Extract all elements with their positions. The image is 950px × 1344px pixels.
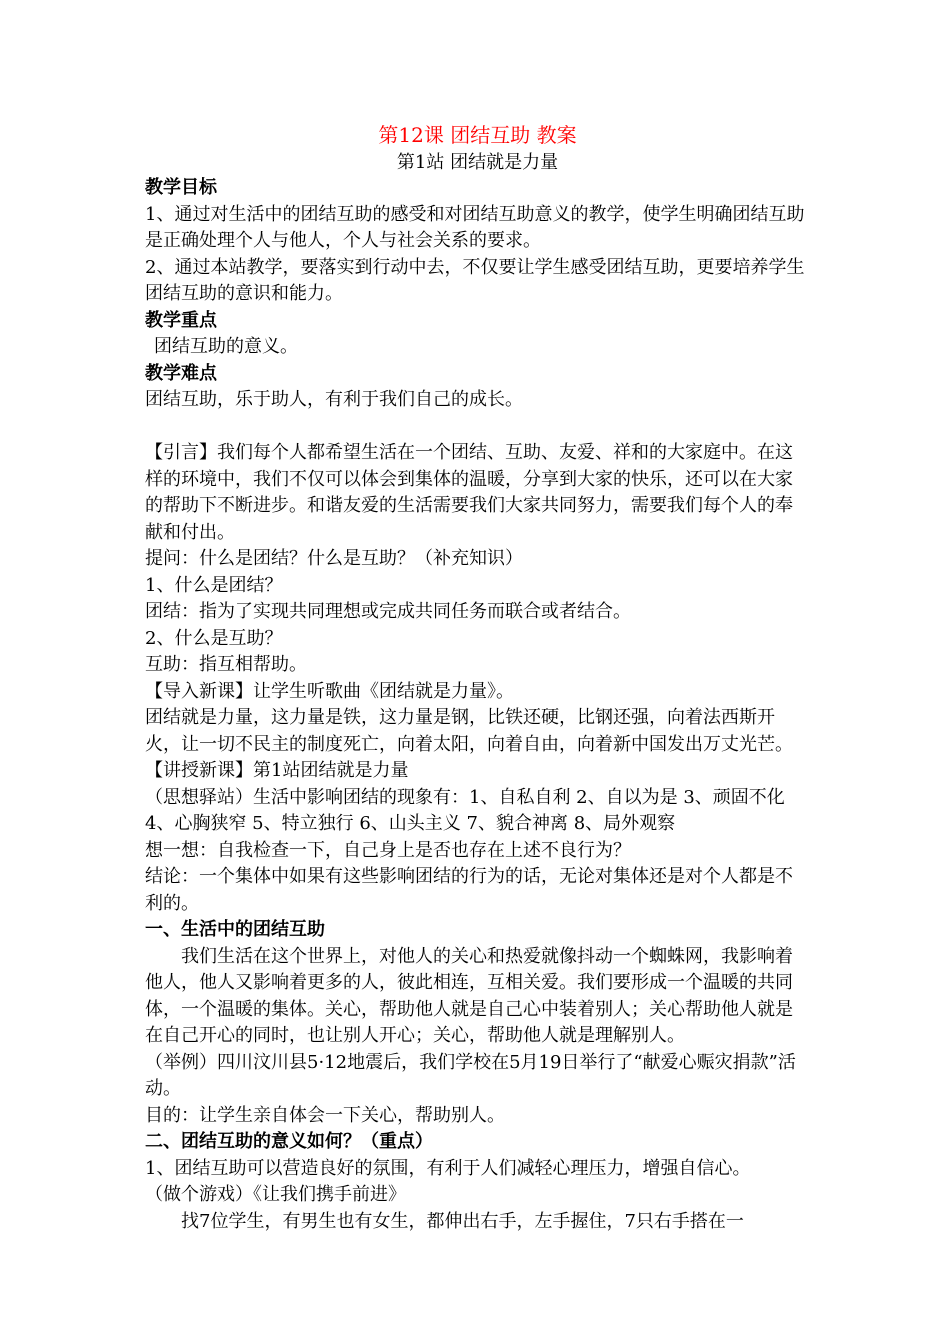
objectives-heading: 教学目标 [145,177,217,198]
reflect-line: 想一想：自我检查一下，自己身上是否也存在上述不良行为？ [145,839,631,861]
game-line: （做个游戏）《让我们携手前进》 [145,1184,406,1205]
objective-1: 1、通过对生活中的团结互助的感受和对团结互助意义的教学，使学生明确团结互助是正确处理个人与他人，个人与社会关系的要求。 [145,203,805,251]
example-line: （举例）四川汶川县5·12地震后，我们学校在5月19日举行了“献爱心赈灾捐款”活动。 [145,1051,796,1099]
document-body [145,175,810,1235]
teaching-line: 【讲授新课】第1站团结就是力量 [145,760,409,781]
song-lyrics: 团结就是力量，这力量是铁，这力量是钢，比铁还硬，比钢还强，向着法西斯开火，让一切不民主的制度死亡，向着太阳，向着自由，向着新中国发出万丈光芒。 [145,707,793,755]
conclusion-line: 结论：一个集体中如果有这些影响团结的行为的话，无论对集体还是对个人都是不利的。 [145,866,793,914]
station-subtitle: 第1站 团结就是力量 [396,152,559,173]
section-1-heading: 一、生活中的团结互助 [145,919,325,940]
section-1-paragraph: 我们生活在这个世界上，对他人的关心和热爱就像抖动一个蜘蛛网，我影响着他人，他人又影响着更多的人，彼此相连，互相关爱。我们要形成一个温暖的共同体，一个温暖的集体。关心，帮助他人就是自己心中装着别人；关心帮助他人就是在自己开心的同时，也让别人开心；关心，帮助他人就是理解别人。 [145,945,793,1046]
thinking-station: （思想驿站）生活中影响团结的现象有：1、自私自利 2、自以为是 3、顽固不化 4、心胸狭窄 5、特立独行 6、山头主义 7、貌合神离 8、局外观察 [145,786,785,834]
objective-2: 2、通过本站教学，要落实到行动中去，不仅要让学生感受团结互助，更要培养学生团结互助的意识和能力。 [145,256,805,304]
game-description: 找7位学生，有男生也有女生，都伸出右手，左手握住，7只右手搭在一 [181,1210,744,1232]
difficulty-text: 团结互助，乐于助人，有利于我们自己的成长。 [145,389,523,410]
answer-2: 互助：指互相帮助。 [145,654,307,675]
question-2: 2、什么是互助？ [145,627,283,649]
difficulty-heading: 教学难点 [145,362,217,384]
section-2-heading: 二、团结互助的意义如何？（重点） [145,1131,433,1152]
key-point-heading: 教学重点 [145,309,217,331]
purpose-line: 目的：让学生亲自体会一下关心，帮助别人。 [145,1104,505,1126]
question-line: 提问：什么是团结？什么是互助？（补充知识） [145,548,523,569]
lesson-title: 第12课 团结互助 教案 [378,123,577,147]
key-point-text: 团结互助的意义。 [154,336,298,357]
answer-1: 团结：指为了实现共同理想或完成共同任务而联合或者结合。 [145,601,631,622]
blank-line [145,414,810,441]
meaning-1: 1、团结互助可以营造良好的氛围，有利于人们减轻心理压力，增强自信心。 [145,1157,751,1179]
intro-paragraph: 【引言】我们每个人都希望生活在一个团结、互助、友爱、祥和的大家庭中。在这样的环境中，我们不仅可以体会到集体的温暖，分享到大家的快乐，还可以在大家的帮助下不断进步。和谐友爱的生活需要我们大家共同努力，需要我们每个人的奉献和付出。 [145,442,793,543]
question-1: 1、什么是团结？ [145,574,283,596]
new-lesson-line: 【导入新课】让学生听歌曲《团结就是力量》。 [145,680,514,702]
